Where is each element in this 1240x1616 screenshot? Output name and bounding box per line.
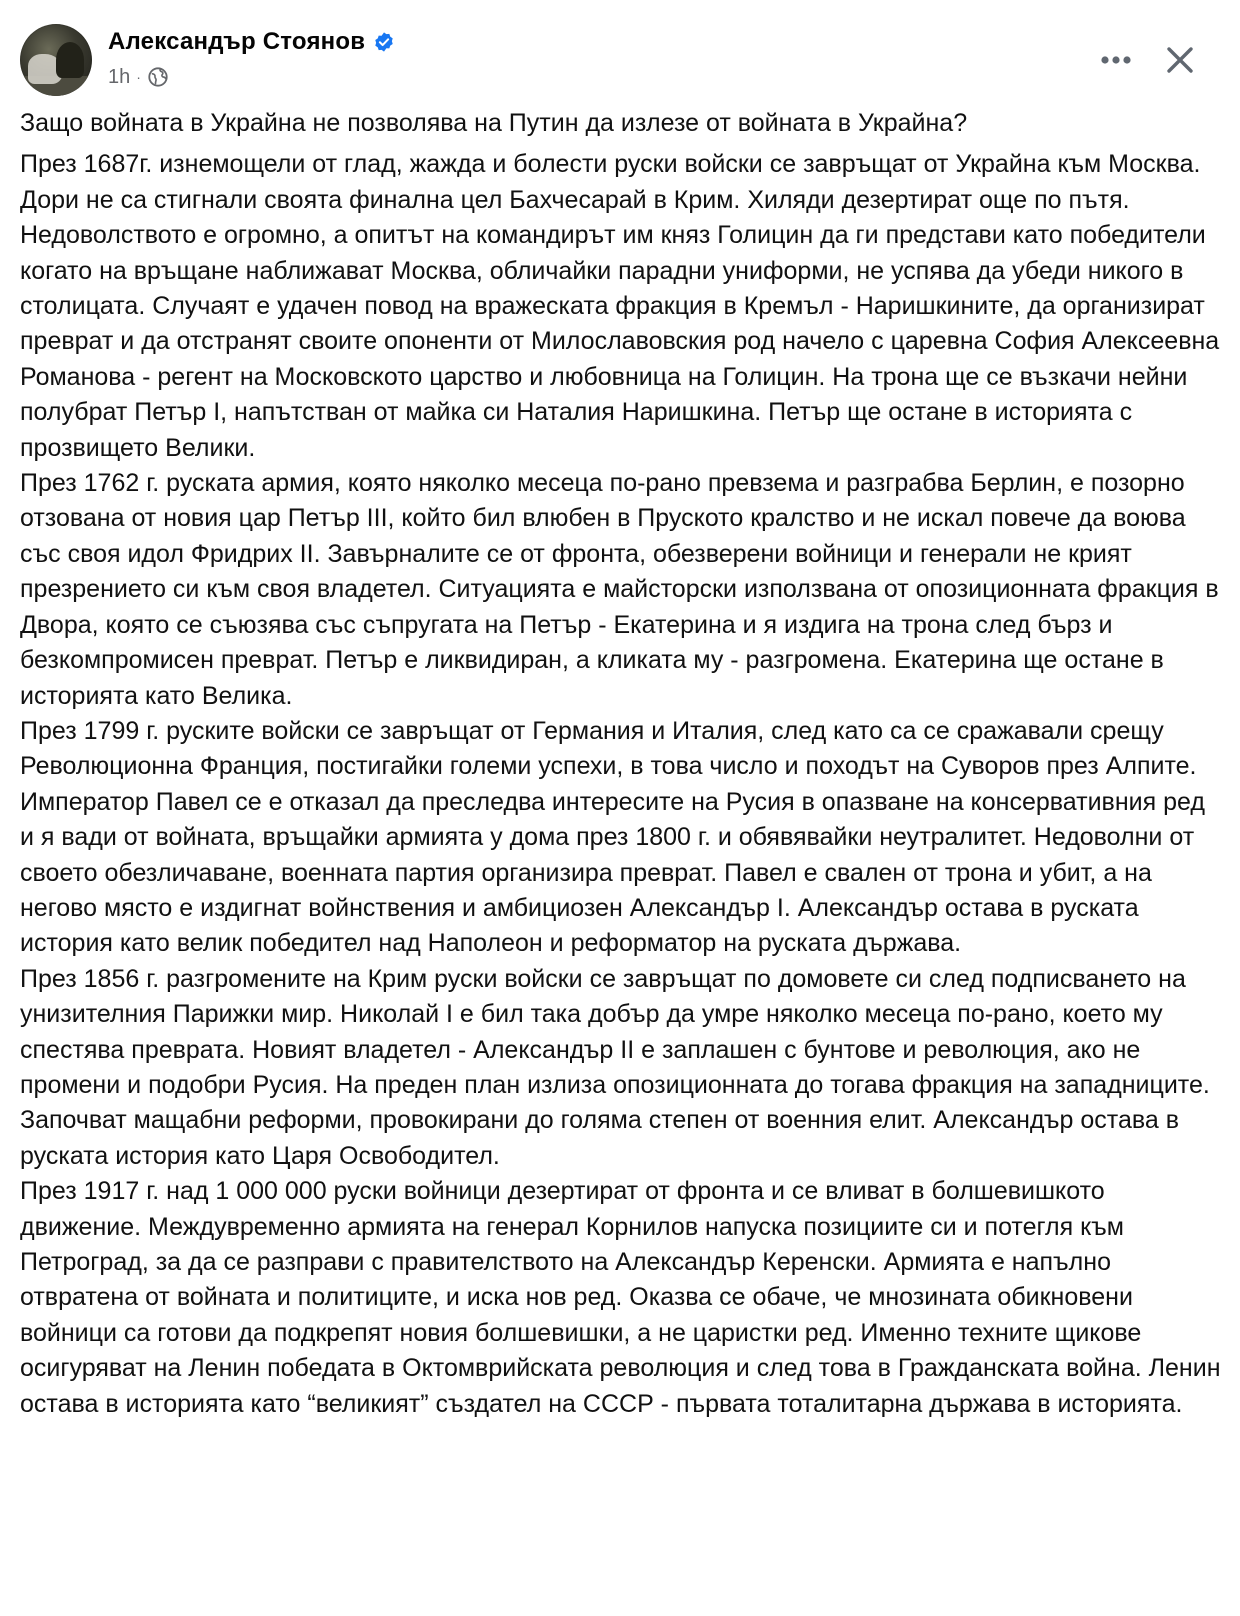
author-name[interactable]: Александър Стоянов [108, 28, 366, 55]
post-text [20, 106, 1225, 1422]
post-header [20, 20, 1220, 100]
post-title-line: Защо войната в Украйна не позволява на Путин да излезе от войната в Украйна? [20, 109, 968, 137]
author-avatar[interactable] [20, 24, 92, 96]
verified-badge-icon [373, 31, 395, 53]
meta-separator: · [136, 69, 141, 85]
post-paragraph-1687: През 1687г. изнемощели от глад, жажда и болести руски войски се завръщат от Украйна към Москва. Дори не са стигнали своята финална цел Бахчесарай в Крим. Хиляди дезертират още по пътя. Недоволството е огромно, а опитът на командирът им княз Голицин да ги представи като победители когато на връщане наближават Москва, обличайки парадни униформи, не успява да убеди никого в столицата. Случаят е удачен повод на вражеската фракция в Кремъл - Наришкините, да организират преврат и да отстранят своите опоненти от Милославовския род начело с царевна София Алексеевна Романова - регент на Московското царство и любовница на Голицин. На трона ще се възкачи нейни полубрат Петър I, напътстван от майка си Наталия Наришкина. Петър ще остане в историята с прозвището Велики. [20, 150, 1220, 462]
close-button[interactable] [1158, 38, 1202, 82]
globe-icon[interactable] [147, 66, 169, 88]
more-horizontal-icon [1100, 55, 1132, 65]
avatar-figure-dark [56, 42, 84, 78]
post-meta [108, 60, 395, 94]
header-actions [1094, 38, 1202, 82]
close-icon [1165, 45, 1195, 75]
post-paragraph-1762: През 1762 г. руската армия, която няколко месеца по-рано превзема и разграбва Берлин, е позорно отзована от новия цар Петър III, който бил влюбен в Пруското кралство и не искал повече да воюва със своя идол Фридрих II. Завърналите се от фронта, обезверени войници и генерали не крият презрението си към своя владетел. Ситуацията е майсторски използвана от опозиционната фракция в Двора, която се съюзява със съпругата на Петър - Екатерина и я издига на трона след бърз и безкомпромисен преврат. Петър е ликвидиран, а кликата му - разгромена. Екатерина ще остане в историята като Велика. [20, 469, 1219, 710]
post-paragraph-1799: През 1799 г. руските войски се завръщат от Германия и Италия, след като са се сражавали срещу Революционна Франция, постигайки големи успехи, в това число и походът на Суворов през Алпите. Император Павел се е отказал да преследва интересите на Русия в опазване на консервативния ред и я вади от войната, връщайки армията у дома през 1800 г. и обявявайки неутралитет. Недоволни от своето обезличаване, военната партия организира преврат. Павел е свален от трона и убит, а на негово място е издигнат войнствения и амбициозен Александър I. Александър остава в руската история като велик победител над Наполеон и реформатор на руската държава. [20, 716, 1205, 958]
post-timestamp[interactable]: 1h [108, 65, 131, 88]
author-line [108, 24, 395, 60]
more-options-button[interactable] [1094, 38, 1138, 82]
author-block [108, 24, 395, 94]
post-paragraph-1917: През 1917 г. над 1 000 000 руски войници дезертират от фронта и се вливат в болшевишкото движение. Междувременно армията на генерал Корнилов напуска позициите си и потегля към Петроград, за да се разправи с правителството на Александър Керенски. Армията е напълно отвратена от войната и политиците, и иска нов ред. Оказва се обаче, че мнозината обикновени войници са готови да подкрепят новия болшевишки, а не царистки ред. Именно техните щикове осигуряват на Ленин победата в Октомврийската революция и след това в Гражданската война. Ленин остава в историята като “великият” създател на СССР - първата тоталитарна държава в историята. [20, 1177, 1221, 1418]
post-paragraph-1856: През 1856 г. разгромените на Крим руски войски се завръщат по домовете си след подписването на унизителния Парижки мир. Николай I е бил така добър да умре няколко месеца по-рано, което му спестява преврата. Новият владетел - Александър II е заплашен с бунтове и революция, ако не промени и подобри Русия. На преден план излиза опозиционната до тогава фракция на западниците. Започват мащабни реформи, провокирани до голяма степен от военния елит. Александър остава в руската история като Царя Освободител. [20, 964, 1210, 1170]
